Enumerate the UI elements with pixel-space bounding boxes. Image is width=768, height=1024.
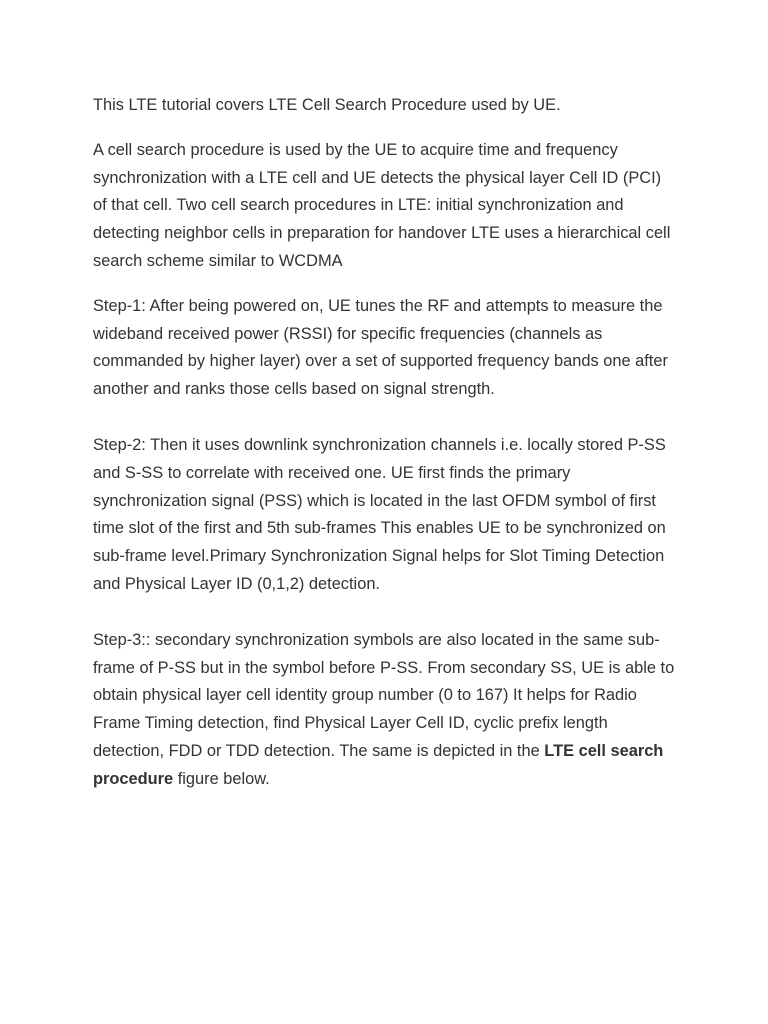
step-2-paragraph: Step-2: Then it uses downlink synchronization channels i.e. locally stored P-SS and S-SS to correlate with received one. UE first finds the primary synchronization signal (PSS) which is located in the last OFDM symbol of first time slot of the first and 5th sub-frames This enables UE to be synchronized on sub-frame level.Primary Synchronization Signal helps for Slot Timing Detection and Physical Layer ID (0,1,2) detection.: [93, 435, 666, 593]
step-3-bold-term: LTE cell search procedure: [93, 741, 664, 788]
step-1-paragraph: Step-1: After being powered on, UE tunes the RF and attempts to measure the wideband received power (RSSI) for specific frequencies (channels as commanded by higher layer) over a set of supported frequency bands one after another and ranks those cells based on signal strength.: [93, 296, 668, 399]
step-3-text: Step-3:: secondary synchronization symbols are also located in the same sub-frame of P-SS but in the symbol before P-SS. From secondary SS, UE is able to obtain physical layer cell identity group number (0 to 167) It helps for Radio Frame Timing detection, find Physical Layer Cell ID, cyclic prefix length detection, FDD or TDD detection. The same is depicted in the: [93, 630, 675, 760]
intro-paragraph: This LTE tutorial covers LTE Cell Search Procedure used by UE.: [93, 96, 561, 114]
step-3-paragraph: [93, 627, 678, 794]
step-3-tail: figure below.: [173, 769, 270, 788]
cell-search-overview-paragraph: A cell search procedure is used by the UE to acquire time and frequency synchronization with a LTE cell and UE detects the physical layer Cell ID (PCI) of that cell. Two cell search procedures in LTE: initial synchronization and detecting neighbor cells in preparation for handover LTE uses a hierarchical cell search scheme similar to WCDMA: [93, 140, 671, 270]
